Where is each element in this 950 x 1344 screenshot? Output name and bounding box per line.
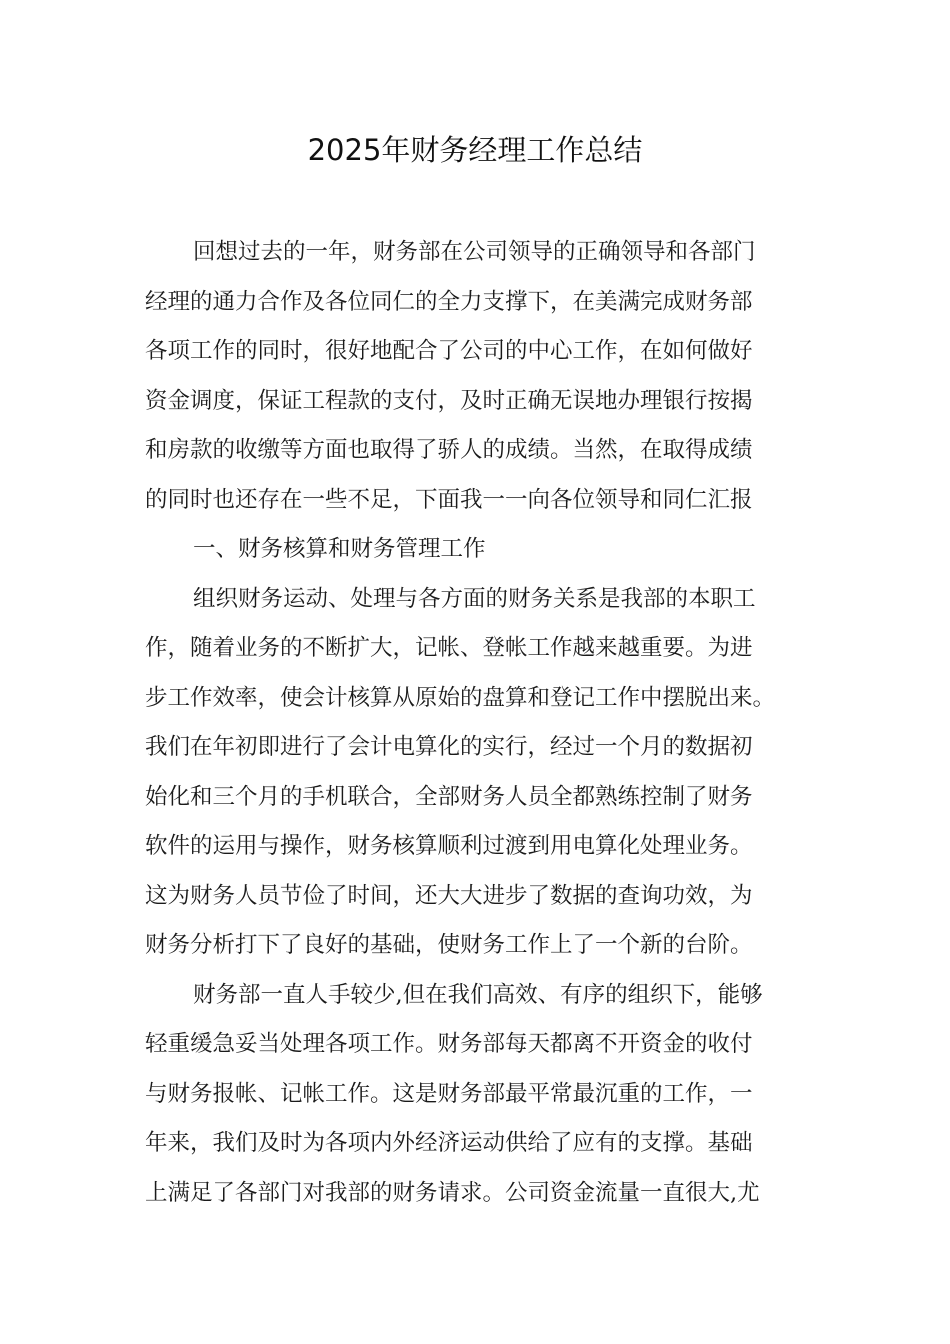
- document-title: 2025年财务经理工作总结: [307, 133, 643, 167]
- text-line: 作，随着业务的不断扩大，记帐、登帐工作越来越重要。为进: [145, 635, 753, 661]
- document-body: [145, 228, 810, 1218]
- text-line: 上满足了各部门对我部的财务请求。公司资金流量一直很大,尤: [145, 1179, 760, 1206]
- text-line: 回想过去的一年，财务部在公司领导的正确领导和各部门: [193, 239, 756, 265]
- text-line: 我们在年初即进行了会计电算化的实行，经过一个月的数据初: [145, 734, 753, 760]
- text-line: 组织财务运动、处理与各方面的财务关系是我部的本职工: [193, 585, 756, 612]
- text-line: 一、财务核算和财务管理工作: [193, 536, 486, 562]
- text-line: 财务部一直人手较少,但在我们高效、有序的组织下，能够: [193, 981, 763, 1008]
- text-line: 与财务报帐、记帐工作。这是财务部最平常最沉重的工作，一: [145, 1080, 753, 1107]
- text-line: 经理的通力合作及各位同仁的全力支撑下，在美满完成财务部: [145, 288, 753, 315]
- text-line: 这为财务人员节俭了时间，还大大进步了数据的查询功效，为: [145, 882, 753, 909]
- text-line: 轻重缓急妥当处理各项工作。财务部每天都离不开资金的收付: [145, 1031, 753, 1057]
- text-line: 软件的运用与操作，财务核算顺利过渡到用电算化处理业务。: [145, 833, 753, 859]
- text-line: 财务分析打下了良好的基础，使财务工作上了一个新的台阶。: [145, 932, 753, 958]
- text-line: 资金调度，保证工程款的支付，及时正确无误地办理银行按揭: [145, 387, 753, 414]
- text-line: 始化和三个月的手机联合，全部财务人员全都熟练控制了财务: [145, 783, 753, 810]
- text-line: 的同时也还存在一些不足，下面我一一向各位领导和同仁汇报: [145, 486, 753, 513]
- text-line: 各项工作的同时，很好地配合了公司的中心工作，在如何做好: [145, 338, 753, 364]
- text-line: 步工作效率，使会计核算从原始的盘算和登记工作中摆脱出来。: [145, 684, 776, 711]
- text-line: 年来，我们及时为各项内外经济运动供给了应有的支撑。基础: [145, 1130, 753, 1156]
- text-line: 和房款的收缴等方面也取得了骄人的成绩。当然，在取得成绩: [145, 437, 753, 463]
